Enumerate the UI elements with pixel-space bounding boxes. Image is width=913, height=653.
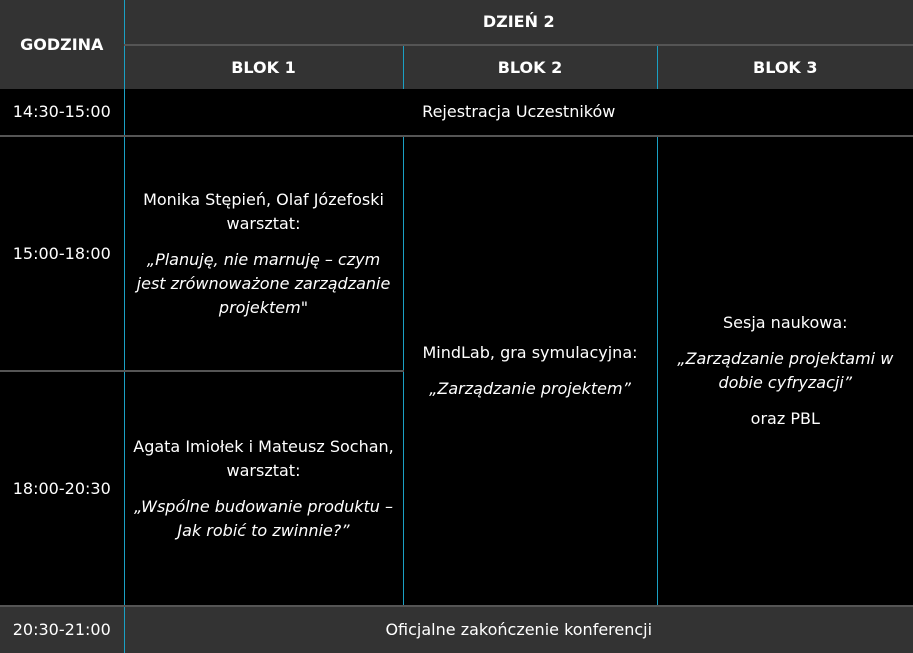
registration-row [0,89,913,136]
closing-text: Oficjalne zakończenie konferencji [124,606,913,653]
closing-row [0,606,913,653]
slot-1-time: 15:00-18:00 [0,136,124,371]
slot-2-title: „Wspólne budowanie produktu – Jak robić to zwinnie?” [134,496,393,540]
day-header: DZIEŃ 2 [124,0,913,45]
slot-2-type: warsztat: [226,460,301,480]
registration-time: 14:30-15:00 [0,89,124,136]
slot-1-row [0,136,913,371]
block-2-line: MindLab, gra symulacyjna: [422,343,638,362]
slot-2-speakers: Agata Imiołek i Mateusz Sochan, [133,436,394,456]
slot-1-title: „Planuję, nie marnuję – czym jest zrównoważone zarządzanie projektem" [136,249,391,317]
block-3-line: Sesja naukowa: [723,313,848,332]
block-3-cell [657,136,913,606]
block-3-header: BLOK 3 [657,45,913,89]
block-1-header: BLOK 1 [124,45,403,89]
slot-1-type: warsztat: [226,213,301,233]
header-row-blocks [0,45,913,89]
slot-1-speakers: Monika Stępień, Olaf Józefoski [143,189,384,209]
hour-header: GODZINA [0,0,124,89]
block-2-header: BLOK 2 [403,45,657,89]
registration-text: Rejestracja Uczestników [124,89,913,136]
block-2-cell [403,136,657,606]
block-3-extra: oraz PBL [750,409,820,428]
slot-1-block-1-cell [124,136,403,371]
slot-2-block-1-cell [124,371,403,606]
block-2-title: „Zarządzanie projektem” [429,379,631,398]
closing-time: 20:30-21:00 [0,606,124,653]
header-row-day [0,0,913,45]
slot-2-time: 18:00-20:30 [0,371,124,606]
block-3-title: „Zarządzanie projektami w dobie cyfryzacji” [677,349,894,392]
